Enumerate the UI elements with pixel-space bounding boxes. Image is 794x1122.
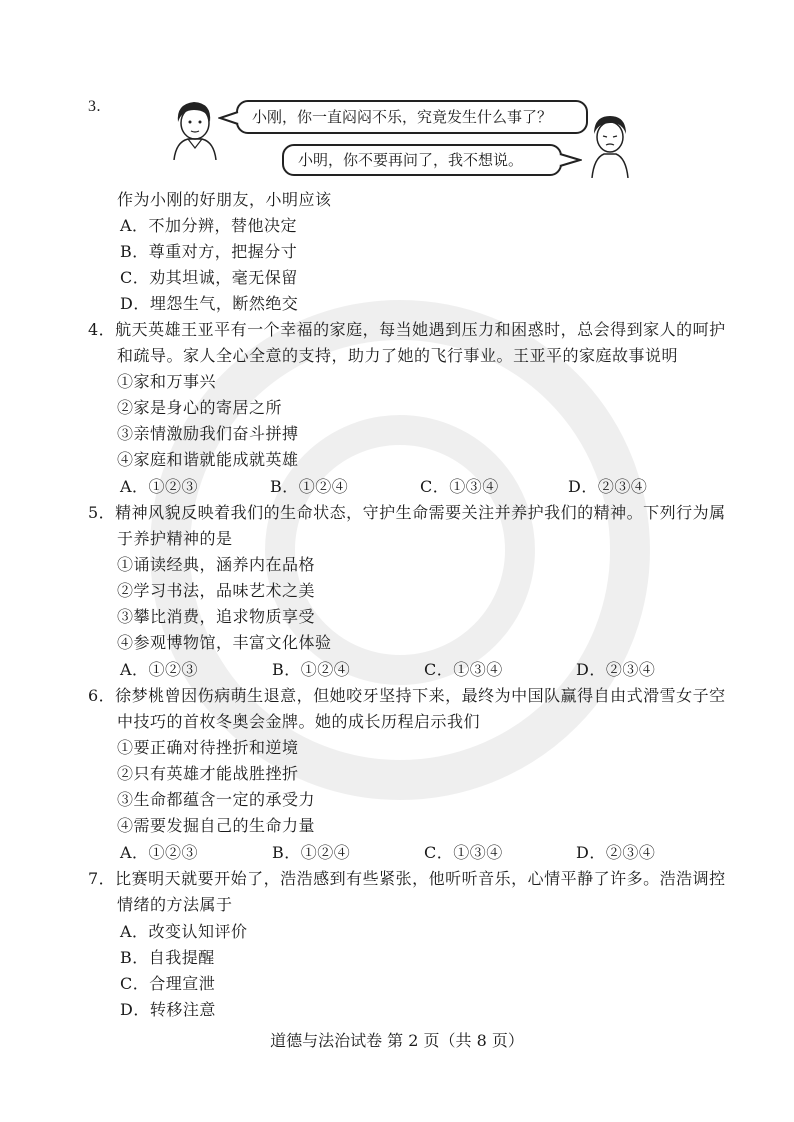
question-7-option-d: D．转移注意 bbox=[120, 1000, 216, 1019]
speech-bubble-1-tail bbox=[218, 110, 240, 126]
question-3-option-b: B．尊重对方，把握分寸 bbox=[120, 242, 298, 261]
speech-bubble-1 bbox=[236, 100, 588, 134]
question-6-item-2: ②只有英雄才能战胜挫折 bbox=[117, 764, 299, 783]
question-4-item-4: ④家庭和谐就能成就英雄 bbox=[117, 450, 299, 469]
question-3-option-c: C．劝其坦诚，毫无保留 bbox=[120, 268, 298, 287]
question-5-item-2: ②学习书法，品味艺术之美 bbox=[117, 581, 316, 600]
question-4-item-3: ③亲情激励我们奋斗拼搏 bbox=[117, 424, 299, 443]
question-3-stem: 作为小刚的好朋友，小明应该 bbox=[117, 190, 332, 209]
question-7-option-c: C．合理宣泄 bbox=[120, 974, 216, 993]
question-3-number: 3. bbox=[88, 98, 101, 115]
question-7-option-b: B．自我提醒 bbox=[120, 948, 215, 967]
question-5-choice-c: C．①③④ bbox=[424, 660, 503, 679]
question-4-choice-a: A．①②③ bbox=[120, 477, 199, 496]
question-4-choice-b: B．①②④ bbox=[270, 477, 349, 496]
question-6-item-4: ④需要发掘自己的生命力量 bbox=[117, 816, 316, 835]
question-6-choice-d: D．②③④ bbox=[576, 843, 656, 862]
question-4-item-2: ②家是身心的寄居之所 bbox=[117, 398, 283, 417]
speech-bubble-2 bbox=[282, 144, 562, 176]
question-6-item-3: ③生命都蕴含一定的承受力 bbox=[117, 790, 316, 809]
question-6-stem-line-2: 中技巧的首枚冬奥会金牌。她的成长历程启示我们 bbox=[117, 712, 481, 731]
boy-xiaogang-illustration bbox=[588, 112, 632, 178]
speech-bubble-2-text: 小明，你不要再问了，我不想说。 bbox=[298, 151, 524, 169]
question-5-choice-a: A．①②③ bbox=[120, 660, 199, 679]
question-5-item-3: ③攀比消费，追求物质享受 bbox=[117, 607, 316, 626]
speech-bubble-2-tail bbox=[558, 152, 582, 168]
question-7-option-a: A．改变认知评价 bbox=[120, 922, 248, 941]
question-5-stem-line-2: 于养护精神的是 bbox=[117, 529, 233, 548]
question-4-stem-line-2: 和疏导。家人全心全意的支持，助力了她的飞行事业。王亚平的家庭故事说明 bbox=[117, 346, 679, 365]
question-4-item-1: ①家和万事兴 bbox=[117, 372, 217, 391]
question-5-item-1: ①诵读经典，涵养内在品格 bbox=[117, 555, 316, 574]
question-5-stem-line-1: 5．精神风貌反映着我们的生命状态，守护生命需要关注并养护我们的精神。下列行为属 bbox=[88, 503, 726, 522]
question-3-option-d: D．埋怨生气，断然绝交 bbox=[120, 294, 299, 313]
question-6-choice-c: C．①③④ bbox=[424, 843, 503, 862]
question-5-choice-d: D．②③④ bbox=[576, 660, 656, 679]
question-6-choice-a: A．①②③ bbox=[120, 843, 199, 862]
question-3-option-a: A．不加分辨，替他决定 bbox=[120, 216, 298, 235]
page-footer: 道德与法治试卷 第 2 页（共 8 页） bbox=[270, 1031, 524, 1050]
question-6-item-1: ①要正确对待挫折和逆境 bbox=[117, 738, 299, 757]
boy-xiaoming-illustration bbox=[168, 98, 220, 160]
question-6-stem-line-1: 6．徐梦桃曾因伤病萌生退意，但她咬牙坚持下来，最终为中国队赢得自由式滑雪女子空 bbox=[88, 686, 726, 705]
question-7-stem-line-2: 情绪的方法属于 bbox=[117, 895, 233, 914]
question-4-stem-line-1: 4．航天英雄王亚平有一个幸福的家庭，每当她遇到压力和困惑时，总会得到家人的呵护 bbox=[88, 320, 726, 339]
question-6-choice-b: B．①②④ bbox=[272, 843, 351, 862]
question-4-choice-c: C．①③④ bbox=[420, 477, 499, 496]
question-7-stem-line-1: 7．比赛明天就要开始了，浩浩感到有些紧张，他听听音乐，心情平静了许多。浩浩调控 bbox=[88, 869, 726, 888]
question-4-choice-d: D．②③④ bbox=[568, 477, 648, 496]
question-5-item-4: ④参观博物馆，丰富文化体验 bbox=[117, 633, 332, 652]
speech-bubble-1-text: 小刚，你一直闷闷不乐，究竟发生什么事了？ bbox=[252, 108, 553, 126]
question-5-choice-b: B．①②④ bbox=[272, 660, 351, 679]
